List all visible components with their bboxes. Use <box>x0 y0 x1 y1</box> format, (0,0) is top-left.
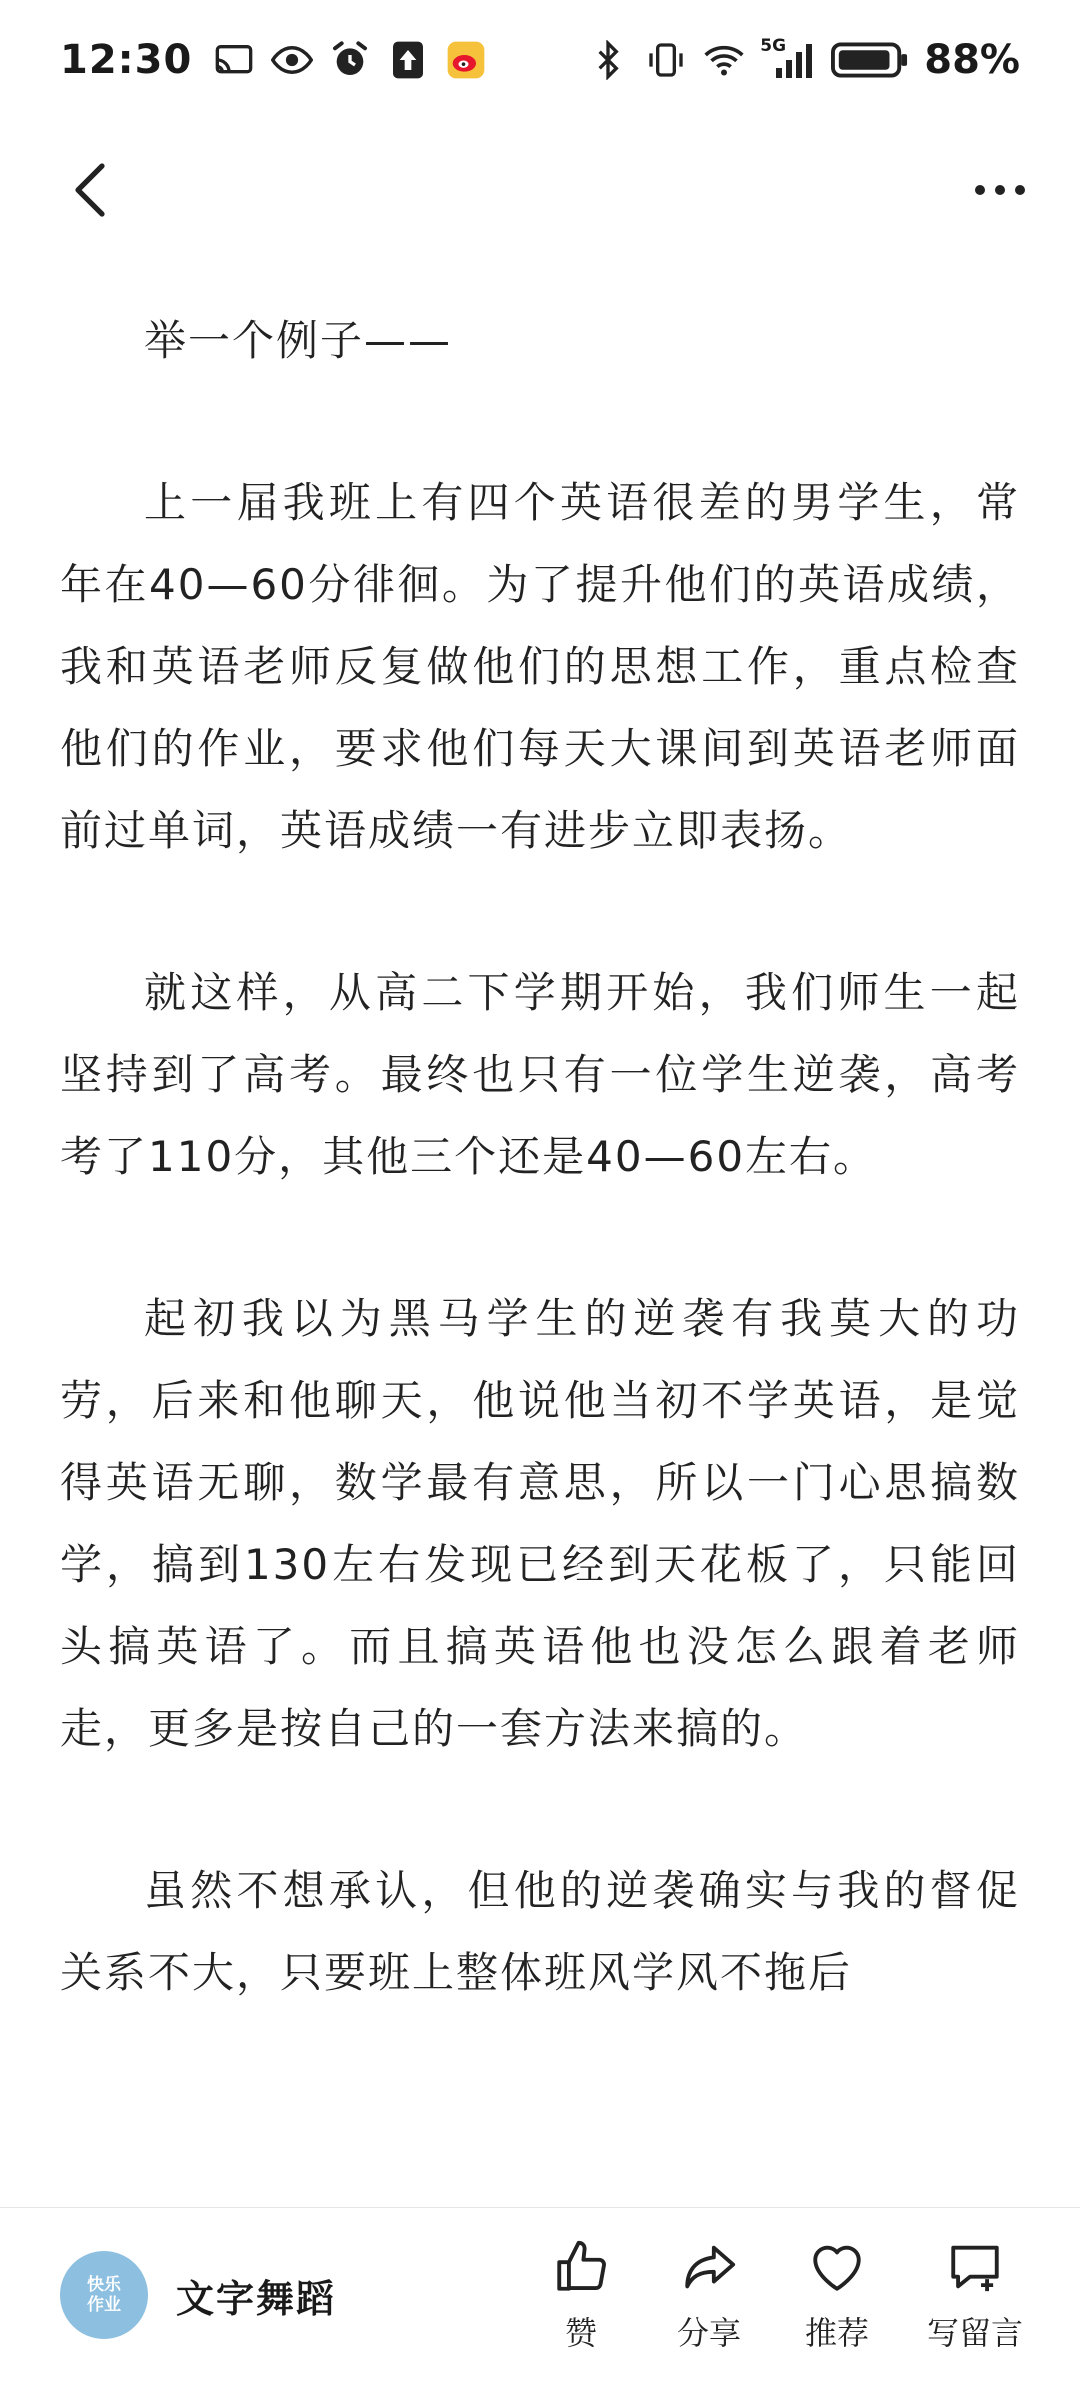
heart-icon <box>806 2236 868 2298</box>
article-paragraph: 举一个例子—— <box>144 316 453 365</box>
more-dots-icon <box>970 180 1030 200</box>
bluetooth-icon <box>586 38 630 82</box>
avatar-text-1: 快乐 <box>87 2275 121 2295</box>
article-paragraph: 虽然不想承认，但他的逆袭确实与我的督促关系不大，只要班上整体班风学风不拖后 <box>60 1866 1020 1997</box>
action-group <box>526 2236 1040 2354</box>
vibrate-icon <box>644 38 688 82</box>
signal-icon <box>760 38 816 82</box>
status-time: 12:30 <box>60 37 193 83</box>
article-paragraph: 上一届我班上有四个英语很差的男学生，常年在40—60分徘徊。为了提升他们的英语成绩，我和英语老师反复做他们的思想工作，重点检查他们的作业，要求他们每天大课间到英语老师面前过单词，英语成绩一有进步立即表扬。 <box>60 478 1020 855</box>
back-button[interactable] <box>50 150 130 230</box>
share-label: 分享 <box>676 2314 741 2352</box>
recommend-button[interactable] <box>782 2236 892 2354</box>
cast-icon <box>212 38 256 82</box>
battery-percent: 88% <box>924 37 1020 83</box>
bottom-bar <box>0 2207 1080 2382</box>
alarm-icon <box>328 38 372 82</box>
like-label: 赞 <box>564 2314 597 2352</box>
share-arrow-icon <box>678 2236 740 2298</box>
top-nav <box>0 140 1080 240</box>
avatar-text-2: 作业 <box>87 2295 121 2315</box>
network-type: 5G <box>760 36 787 56</box>
eye-icon <box>270 38 314 82</box>
share-button[interactable] <box>654 2236 764 2354</box>
upload-icon <box>386 38 430 82</box>
article-body <box>60 300 1020 2202</box>
chevron-left-icon <box>70 160 110 220</box>
status-right <box>586 37 1020 83</box>
weibo-icon <box>444 38 488 82</box>
like-button[interactable] <box>526 2236 636 2354</box>
article-paragraph: 起初我以为黑马学生的逆袭有我莫大的功劳，后来和他聊天，他说他当初不学英语，是觉得英语无聊，数学最有意思，所以一门心思搞数学，搞到130左右发现已经到天花板了，只能回头搞英语了。而且搞英语他也没怎么跟着老师走，更多是按自己的一套方法来搞的。 <box>60 1294 1020 1753</box>
thumbs-up-icon <box>550 2236 612 2298</box>
more-button[interactable] <box>960 150 1040 230</box>
recommend-label: 推荐 <box>804 2314 869 2352</box>
author-avatar[interactable] <box>60 2251 148 2339</box>
status-left <box>60 37 488 83</box>
battery-icon <box>830 38 910 82</box>
author-name[interactable]: 文字舞蹈 <box>176 2276 337 2321</box>
wifi-icon <box>702 38 746 82</box>
status-bar <box>0 0 1080 120</box>
article-paragraph: 就这样，从高二下学期开始，我们师生一起坚持到了高考。最终也只有一位学生逆袭，高考考了110分，其他三个还是40—60左右。 <box>60 968 1020 1181</box>
comment-add-icon <box>944 2236 1006 2298</box>
comment-button[interactable] <box>910 2236 1040 2354</box>
comment-label: 写留言 <box>926 2314 1023 2352</box>
